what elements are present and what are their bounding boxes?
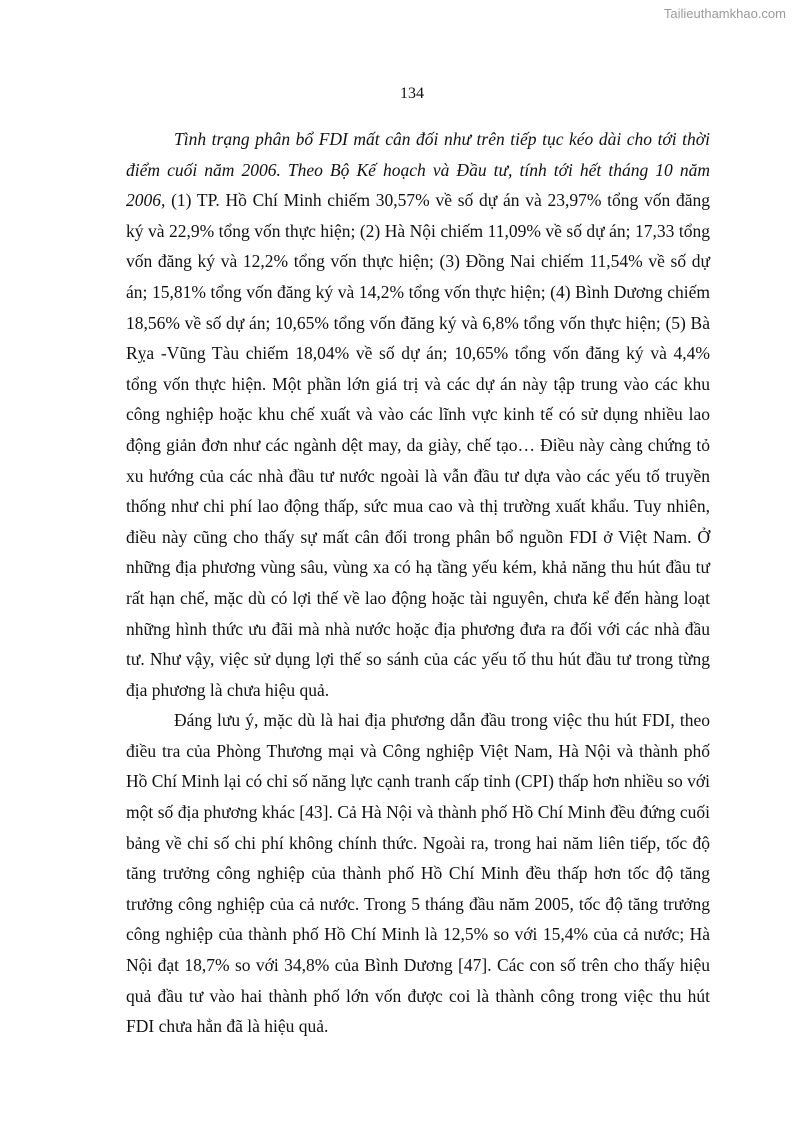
- paragraph-2-text: Đáng lưu ý, mặc dù là hai địa phương dẫn đầu trong việc thu hút FDI, theo điều tra của Phòng Thương mại và Công nghiệp Việt Nam, Hà Nội và thành phố Hồ Chí Minh lại có chỉ số năng lực cạnh tranh cấp tỉnh (CPI) thấp hơn nhiều so với một số địa phương khác [43]. Cả Hà Nội và thành phố Hồ Chí Minh đều đứng cuối bảng về chỉ số chi phí không chính thức. Ngoài ra, trong hai năm liên tiếp, tốc độ tăng trưởng công nghiệp của thành phố Hồ Chí Minh đều thấp hơn tốc độ tăng trưởng công nghiệp của cả nước. Trong 5 tháng đầu năm 2005, tốc độ tăng trưởng công nghiệp của thành phố Hồ Chí Minh là 12,5% so với 15,4% của cả nước; Hà Nội đạt 18,7% so với 34,8% của Bình Dương [47]. Các con số trên cho thấy hiệu quả đầu tư vào hai thành phố lớn vốn được coi là thành công trong việc thu hút FDI chưa hẳn đã là hiệu quả.: [126, 710, 711, 1037]
- watermark: Tailieuthamkhao.com: [663, 6, 786, 21]
- paragraph-1: [126, 124, 710, 705]
- paragraph-1-italic-lead: Tình trạng phân bổ FDI mất cân đối như trên tiếp tục kéo dài cho tới thời điểm cuối năm 2006. Theo Bộ Kế hoạch và Đầu tư, tính tới hết tháng 10 năm 2006,: [126, 129, 710, 211]
- document-body: [126, 124, 710, 1042]
- page-number: 134: [400, 85, 424, 102]
- paragraph-2: [126, 705, 710, 1042]
- paragraph-1-text: (1) TP. Hồ Chí Minh chiếm 30,57% về số dự án và 23,97% tổng vốn đăng ký và 22,9% tổng vốn thực hiện; (2) Hà Nội chiếm 11,09% về số dự án; 17,33 tổng vốn đăng ký và 12,2% tổng vốn thực hiện; (3) Đồng Nai chiếm 11,54% về số dự án; 15,81% tổng vốn đăng ký và 14,2% tổng vốn thực hiện; (4) Bình Dương chiếm 18,56% về số dự án; 10,65% tổng vốn đăng ký và 6,8% tổng vốn thực hiện; (5) Bà Rỵa -Vũng Tàu chiếm 18,04% về số dự án; 10,65% tổng vốn đăng ký và 4,4% tổng vốn thực hiện. Một phần lớn giá trị và các dự án này tập trung vào các khu công nghiệp hoặc khu chế xuất và vào các lĩnh vực kinh tế có sử dụng nhiều lao động giản đơn như các ngành dệt may, da giày, chế tạo… Điều này càng chứng tỏ xu hướng của các nhà đầu tư nước ngoài là vẫn đầu tư dựa vào các yếu tố truyền thống như chi phí lao động thấp, sức mua cao và thị trường xuất khẩu. Tuy nhiên, điều này cũng cho thấy sự mất cân đối trong phân bổ nguồn FDI ở Việt Nam. Ở những địa phương vùng sâu, vùng xa có hạ tầng yếu kém, khả năng thu hút đầu tư rất hạn chế, mặc dù có lợi thế về lao động hoặc tài nguyên, chưa kể đến hàng loạt những hình thức ưu đãi mà nhà nước hoặc địa phương đưa ra đối với các nhà đầu tư. Như vậy, việc sử dụng lợi thế so sánh của các yếu tố thu hút đầu tư trong từng địa phương là chưa hiệu quả.: [126, 190, 710, 700]
